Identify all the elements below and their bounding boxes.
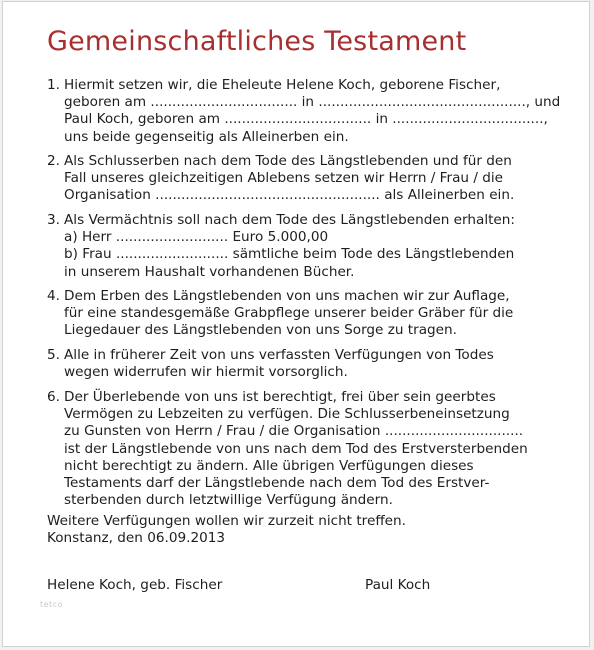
paragraph-line: Liegedauer des Längstlebenden von uns Sorge zu tragen. [64, 322, 457, 339]
paragraph-4 [47, 288, 513, 340]
paragraph-line: sterbenden durch letztwillige Verfügung ändern. [64, 492, 393, 509]
paragraph-number: 5. [47, 347, 60, 363]
paragraph-text: Als Schlusserben nach dem Tode des Längstlebenden und für den [64, 153, 512, 169]
paragraph-6 [47, 389, 528, 509]
paragraph-number: 1. [47, 77, 60, 93]
paragraph-text: Hiermit setzen wir, die Eheleute Helene Koch, geborene Fischer, [64, 77, 501, 93]
watermark: tetco [40, 600, 63, 609]
paragraph-line: für eine standesgemäße Grabpflege unserer beider Gräber für die [64, 305, 514, 322]
paragraph-number: 3. [47, 212, 60, 228]
closing-statement: Weitere Verfügungen wollen wir zurzeit nicht treffen. [47, 513, 406, 529]
paragraph-line [47, 389, 528, 406]
paragraph-line: Testaments darf der Längstlebende nach dem Tod des Erstver- [64, 475, 490, 492]
paragraph-line: Organisation .................................................... als Alleinerben ein. [64, 187, 515, 204]
paragraph-line: in unserem Haushalt vorhandenen Bücher. [64, 263, 355, 280]
paragraph-text: Als Vermächtnis soll nach dem Tode des Längstlebenden erhalten: [64, 212, 515, 228]
paragraph-line: zu Gunsten von Herrn / Frau / die Organisation ................................ [64, 423, 524, 440]
document-title: Gemeinschaftliches Testament [47, 26, 467, 57]
paragraph-line: Paul Koch, geboren am .................................. in ..................................., [64, 111, 548, 128]
paragraph-2 [47, 153, 514, 205]
paragraph-line: Vermögen zu Lebzeiten zu verfügen. Die Schlusserbeneinsetzung [64, 406, 510, 423]
paragraph-5 [47, 347, 494, 381]
paragraph-text: Dem Erben des Längstlebenden von uns machen wir zur Auflage, [64, 288, 510, 304]
paragraph-text: Der Überlebende von uns ist berechtigt, frei über sein geerbtes [64, 389, 496, 405]
paragraph-line: b) Frau .......................... sämtliche beim Tode des Längstlebenden [64, 246, 515, 263]
paragraph-line [47, 153, 514, 170]
closing-block [47, 513, 406, 547]
paragraph-line: ist der Längstlebende von uns nach dem Tod des Erstversterbenden [64, 440, 528, 457]
paragraph-3 [47, 212, 515, 281]
paragraph-line: Fall unseres gleichzeitigen Ablebens setzen wir Herrn / Frau / die [64, 170, 504, 187]
paragraph-line: uns beide gegenseitig als Alleinerben ein. [64, 128, 349, 145]
document-page [2, 1, 590, 647]
paragraph-number: 6. [47, 389, 60, 405]
paragraph-line: a) Herr .......................... Euro 5.000,00 [64, 229, 329, 246]
paragraph-number: 4. [47, 288, 60, 304]
signature-right: Paul Koch [365, 577, 431, 593]
paragraph-line: geboren am .................................. in ................................................, und [64, 94, 561, 111]
paragraph-line [47, 212, 515, 229]
signature-left: Helene Koch, geb. Fischer [47, 577, 223, 593]
paragraph-line [47, 288, 513, 305]
paragraph-line: wegen widerrufen wir hiermit vorsorglich. [64, 364, 348, 381]
paragraph-1 [47, 77, 560, 146]
place-and-date: Konstanz, den 06.09.2013 [47, 530, 226, 547]
paragraph-line: nicht berechtigt zu ändern. Alle übrigen Verfügungen dieses [64, 457, 474, 474]
paragraph-number: 2. [47, 153, 60, 169]
paragraph-line [47, 347, 494, 364]
paragraph-line [47, 77, 560, 94]
paragraph-text: Alle in früherer Zeit von uns verfassten Verfügungen von Todes [64, 347, 494, 363]
